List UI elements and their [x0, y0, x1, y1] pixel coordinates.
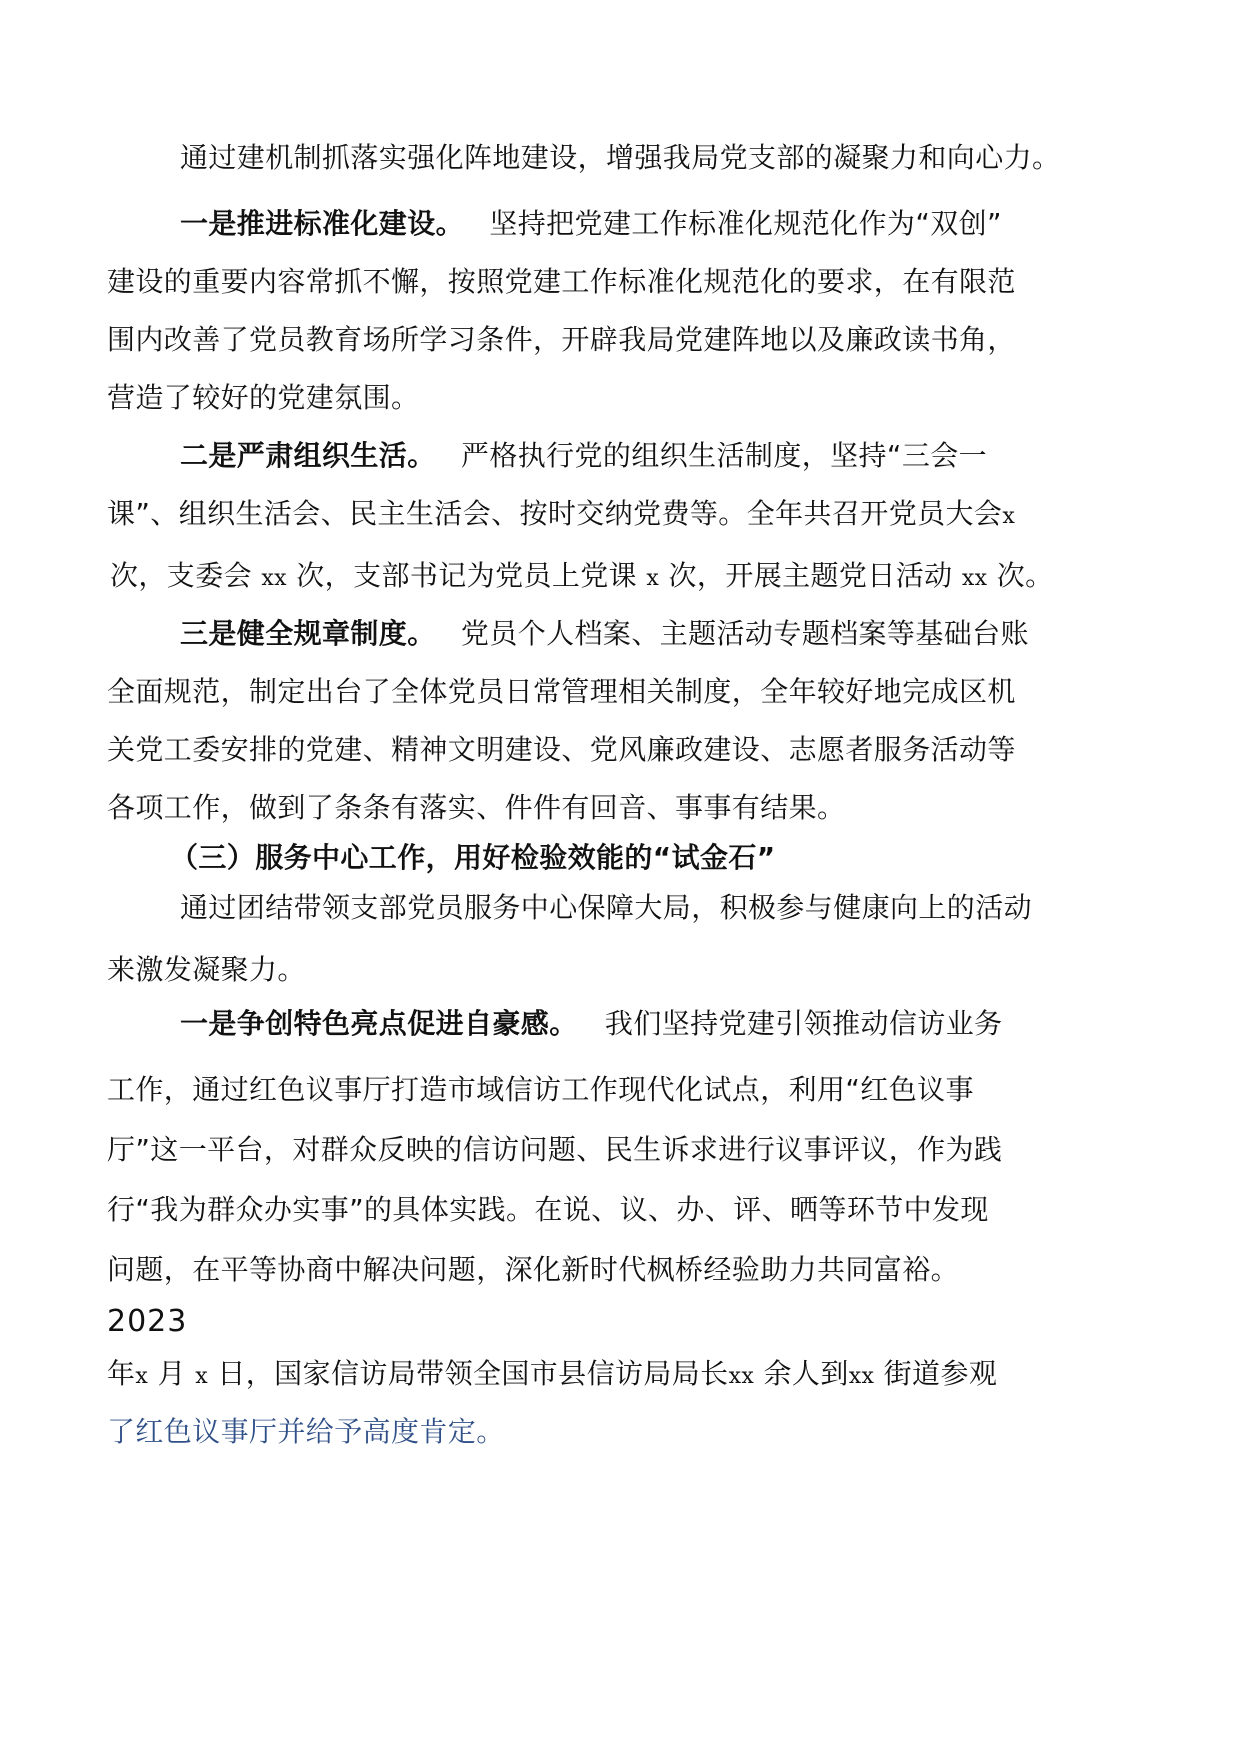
date-placeholder: x [195, 1364, 209, 1389]
section-three-intro-line-2: 来激发凝聚力。 [107, 953, 306, 986]
item-organization-line-2 [107, 494, 1015, 537]
line3-part-a: 次，支委会 [110, 559, 253, 592]
item-feature-line-5: 问题，在平等协商中解决问题，深化新时代枫桥经验助力共同富裕。 [107, 1253, 960, 1286]
item-standardization-text: 坚持把党建工作标准化规范化作为“双创” [489, 207, 1002, 240]
item-feature-title: 一是争创特色亮点促进自豪感。 [180, 1007, 578, 1040]
item-standardization-line-4: 营造了较好的党建氛围。 [107, 381, 420, 414]
item-organization-line-1 [180, 436, 987, 476]
item-rules-text: 党员个人档案、主题活动专题档案等基础台账 [460, 617, 1029, 650]
count-placeholder: xx [261, 566, 287, 591]
item-standardization-line-2: 建设的重要内容常抓不懈，按照党建工作标准化规范化的要求，在有限范 [107, 265, 1016, 298]
item-rules-line-1 [180, 614, 1029, 654]
item-rules-line-2: 全面规范，制定出台了全体党员日常管理相关制度，全年较好地完成区机 [107, 675, 1016, 708]
item-rules-line-3: 关党工委安排的党建、精神文明建设、党风廉政建设、志愿者服务活动等 [107, 733, 1016, 766]
closing-part-d: 余人到 [763, 1357, 849, 1390]
item-feature-line-4: 行“我为群众办实事”的具体实践。在说、议、办、评、晒等环节中发现 [107, 1193, 989, 1226]
count-placeholder: x [1002, 504, 1016, 529]
item-feature-line-1 [180, 1004, 1003, 1044]
closing-part-e: 街道参观 [883, 1357, 998, 1390]
section-three-intro-line-1: 通过团结带领支部党员服务中心保障大局，积极参与健康向上的活动 [180, 891, 1033, 924]
item-standardization-line-3: 围内改善了党员教育场所学习条件，开辟我局党建阵地以及廉政读书角， [107, 323, 1016, 356]
closing-year: 2023 [107, 1304, 188, 1339]
count-placeholder: x [646, 566, 660, 591]
item-rules-title: 三是健全规章制度。 [180, 617, 436, 650]
date-placeholder: x [135, 1364, 149, 1389]
item-feature-text: 我们坚持党建引领推动信访业务 [604, 1007, 1003, 1040]
item-organization-text: 严格执行党的组织生活制度，坚持“三会一 [460, 439, 988, 472]
count-placeholder: xx [728, 1364, 755, 1389]
item-organization-line-3 [110, 556, 1054, 599]
closing-part-b: 月 [157, 1357, 186, 1390]
paragraph-intro-line: 通过建机制抓落实强化阵地建设，增强我局党支部的凝聚力和向心力。 [180, 141, 1061, 174]
closing-line-1 [107, 1354, 997, 1397]
item-feature-line-3: 厅”这一平台，对群众反映的信访问题、民生诉求进行议事评议，作为践 [107, 1133, 1003, 1166]
closing-part-c: 日，国家信访局带领全国市县信访局局长 [217, 1357, 729, 1390]
line3-part-c: 次，开展主题党日活动 [668, 559, 953, 592]
item-standardization-line-1 [180, 204, 1002, 244]
count-placeholder: xx [961, 566, 988, 591]
closing-part-a: 年 [107, 1357, 136, 1390]
item-organization-title: 二是严肃组织生活。 [180, 439, 436, 472]
line3-part-b: 次，支部书记为党员上党课 [296, 559, 638, 592]
item-feature-line-2: 工作，通过红色议事厅打造市域信访工作现代化试点，利用“红色议事 [107, 1073, 974, 1106]
closing-line-2: 了红色议事厅并给予高度肯定。 [107, 1415, 505, 1448]
item-rules-line-4: 各项工作，做到了条条有落实、件件有回音、事事有结果。 [107, 791, 846, 824]
section-three-heading: （三）服务中心工作，用好检验效能的“试金石” [170, 841, 776, 874]
item-standardization-title: 一是推进标准化建设。 [180, 207, 465, 240]
place-placeholder: xx [848, 1364, 875, 1389]
line3-part-d: 次。 [996, 559, 1054, 592]
item-organization-line-2-text: 课”、组织生活会、民主生活会、按时交纳党费等。全年共召开党员大会 [107, 497, 1003, 530]
